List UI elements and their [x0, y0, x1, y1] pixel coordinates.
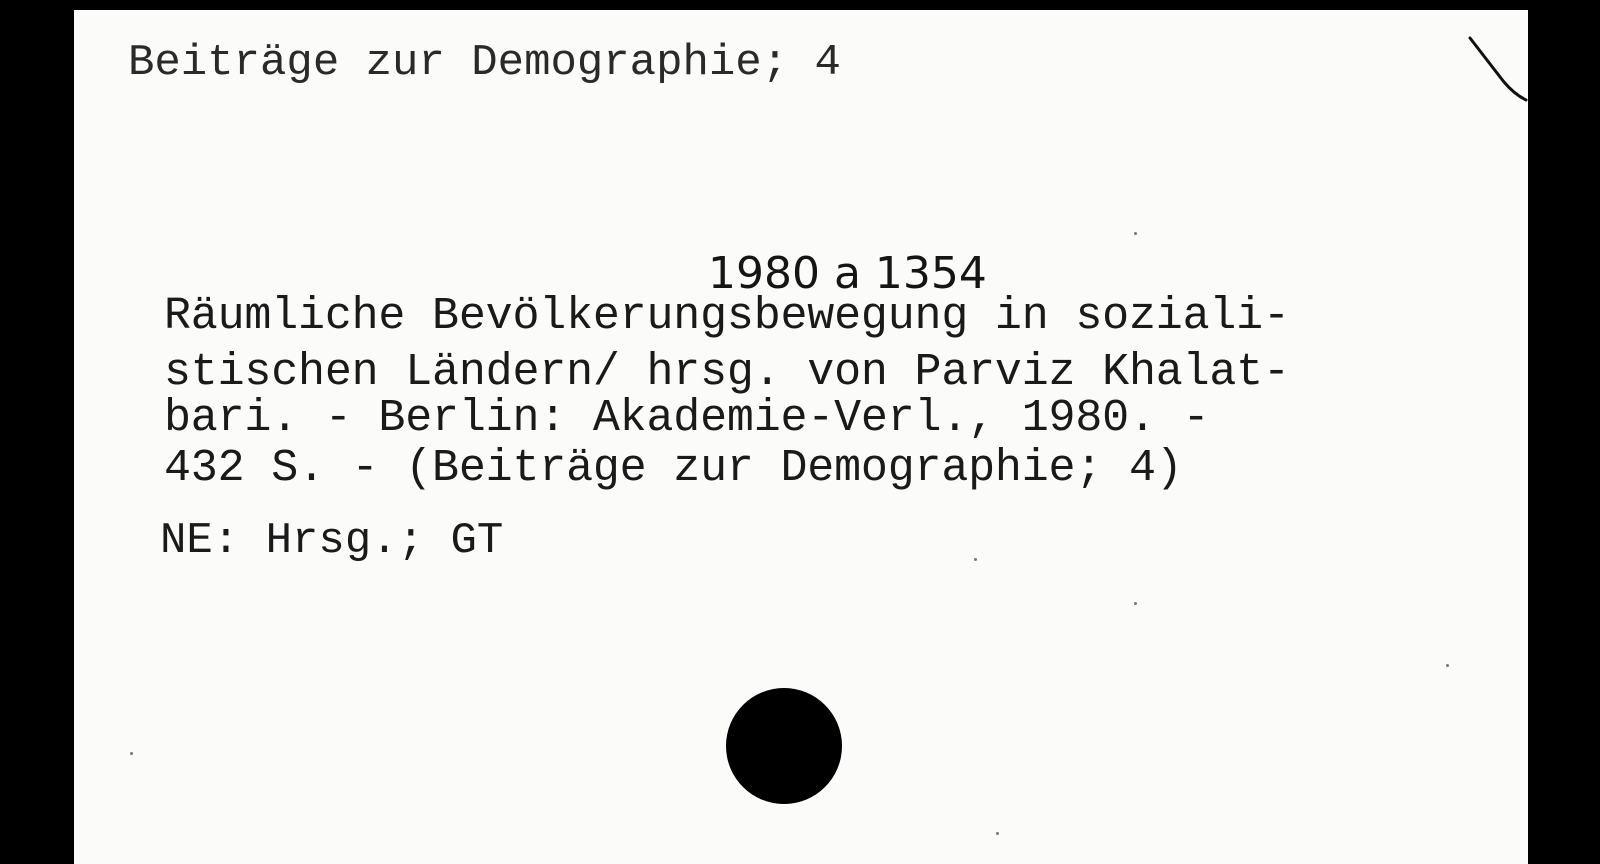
bibliographic-entry-line-1: Räumliche Bevölkerungsbewegung in soziali-	[164, 291, 1290, 342]
index-card	[74, 10, 1530, 864]
bibliographic-entry-line-3: bari. - Berlin: Akademie-Verl., 1980. -	[164, 393, 1210, 444]
bibliographic-entry-line-2: stischen Ländern/ hrsg. von Parviz Khalat-	[164, 347, 1290, 398]
paper-speck	[1446, 664, 1449, 667]
scan-border-right	[1528, 0, 1600, 864]
added-entries-note: NE: Hrsg.; GT	[160, 516, 504, 566]
bibliographic-entry-line-4: 432 S. - (Beiträge zur Demographie; 4)	[164, 443, 1183, 494]
punch-hole	[726, 688, 842, 804]
call-number: 1980 a 1354	[708, 248, 987, 299]
series-header: Beiträge zur Demographie; 4	[128, 38, 841, 88]
paper-speck	[130, 752, 133, 755]
paper-speck	[1134, 232, 1137, 235]
paper-speck	[996, 832, 999, 835]
paper-speck	[1134, 602, 1137, 605]
paper-speck	[974, 558, 977, 561]
